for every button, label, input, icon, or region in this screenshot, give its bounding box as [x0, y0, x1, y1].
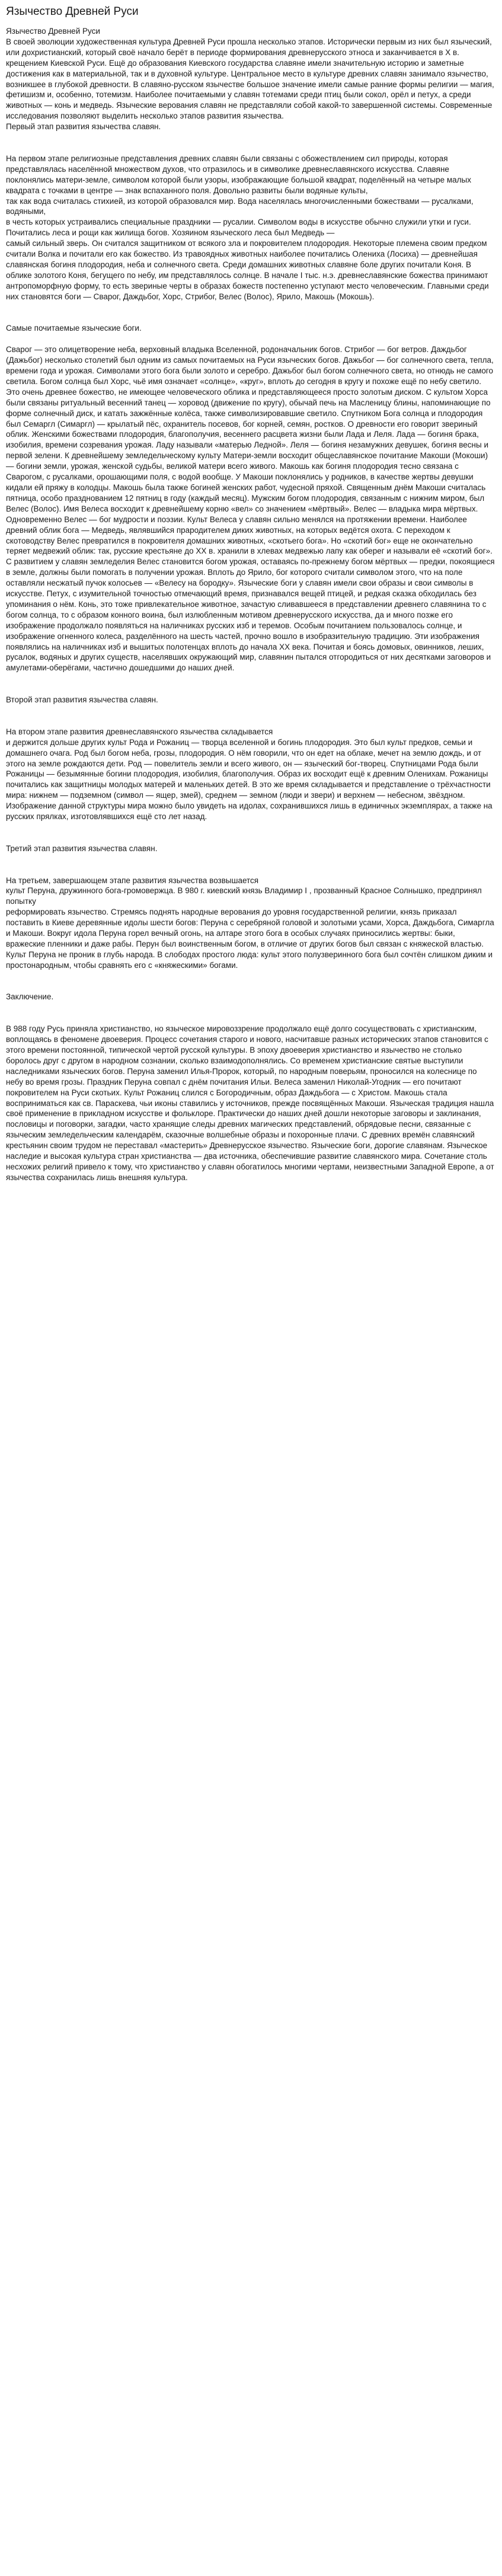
document-body: Язычество Древней Руси В своей эволюции художественная культура Древней Руси прошла несколько этапов. Исторически первым из них был языческий, или дохристианский, который своё начало берёт в периоде формирования древнерусского этноса и заканчивается в X в. крещением Киевской Руси. Ещё до образования Киевского государства славяне имели значительную историю и заметные достижения как в материальной, так и в духовной культуре. Центральное место в культуре древних славян занимало язычество, возникшее в глубокой древности. В славяно-русском язычестве большое значение имели самые ранние формы религии — магия, фетишизм и, особенно, тотемизм. Наиболее почитаемыми у славян тотемами среди птиц были сокол, орёл и петух, а среди животных — конь и медведь. Языческие верования славян не представляли собой какой-то завершенной системы. Современные исследования позволяют выделить несколько этапов развития язычества. Первый этап развития язычества славян. На первом этапе религиозные представления древних славян были связаны с обожествлением сил природы, которая представлялась населённой множеством духов, что отразилось и в символике древнеславянского искусства. Славяне поклонялись матери-земле, символом которой были узоры, изображающие большой квадрат, поделённый на четыре малых квадрата с точками в центре — знак вспаханного поля. Довольно развиты были водяные культы, так как вода считалась стихией, из которой образовался мир. Вода населялась многочисленными божествами — русалками, водяными, в честь которых устраивались специальные праздники — русалии. Символом воды в искусстве обычно служили утки и гуси. Почитались леса и рощи как жилища богов. Хозяином языческого леса был Медведь — самый сильный зверь. Он считался защитником от всякого зла и покровителем плодородия. Некоторые племена своим предком считали Волка и почитали его как божество. Из травоядных животных наиболее почитались Олениха (Лосиха) — древнейшая славянская богиня плодородия, неба и солнечного света. Среди домашних животных славяне боле других почитали Коня. В облике золотого Коня, бегущего по небу, им представлялось солнце. В начале I тыс. н.э. древнеславянские божества принимают антропоморфную форму, то есть звериные черты в образах божеств постепенно уступают место человеческим. Главными среди них становятся боги — Сварог, Даждьбог, Хорс, Стрибог, Велес (Волос), Ярило, Макошь (Мокошь). Самые почитаемые языческие боги. Сварог — это олицетворение неба, верховный владыка Вселенной, родоначальник богов. Стрибог — бог ветров. Даждьбог (Дажьбог) несколько столетий был одним из самых почитаемых на Руси языческих богов. Дажьбог — бог солнечного света, тепла, времени года и урожая. Символами этого бога были золото и серебро. Дажьбог был богом солнечного света, но отнюдь не самого светила. Богом солнца был Хорс, чьё имя означает «солнце», «круг», вплоть до сегодня в кругу и похоже ещё по небу светило. Это очень древнее божество, не имеющее человеческого облика и представляющееся просто золотым диском. С культом Хорса были связаны ритуальный весенний танец — хоровод (движение по кругу), обычай печь на Масленицу блины, напоминающие по форме солнечный диск, и катать зажжённые колёса, также символизировавшие светило. Спутником Бога солнца и плодородия был Семаргл (Симаргл) — крылатый пёс, охранитель посевов, бог корней, семян, ростков. О древности его говорит звериный облик. Женскими божествами плодородия, благополучия, весеннего расцвета жизни были Лада и Леля. Лада — богиня брака, изобилия, времени созревания урожая. Ладу называли «матерью Ледной». Леля — богиня незамужних девушек, богиня весны и первой зелени. К древнейшему земледельческому культу Матери-земли восходит общеславянское почитание Макоши (Мокоши) — богини земли, урожая, женской судьбы, великой матери всего живого. Макошь как богиня плодородия тесно связана с Сварогом, с русалками, орошающими поля, с водой вообще. У Макоши поклонялись у родников, в качестве жертвы девушки кидали ей пряжу в колодцы. Макошь была также богиней женских работ, чудесной пряхой. Священным днём Макоши считалась пятница, особо празднованием 12 пятниц в году (каждый месяц). Мужским богом плодородия, связанным с нижним миром, был Велес (Волос). Имя Велеса восходит к древнейшему корню «вел» со значением «мёртвый». Велес — владыка мира мёртвых. Одновременно Велес — бог мудрости и поэзии. Культ Велеса у славян сильно менялся на протяжении времени. Наиболее древний облик бога — Медведь, являвшийся прародителем диких животных, на которых ведётся охота. С переходом к скотоводству Велес превратился в покровителя домашних животных, «скотьего бога». Но «скотий бог» еще не окончательно теряет медвежий облик: так, русские крестьяне до XX в. хранили в хлевах медвежью лапу как оберег и называли её «скотий бог». С развитием у славян земледелия Велес становится богом урожая, оставаясь по-прежнему богом мёртвых — предки, покоящиеся в земле, должны были помогать в получении урожая. Вплоть до Ярило, бог которого считали символом этого, что на поле оставляли несжатый пучок колосьев — «Велесу на бородку». Языческие боги у славян имели свои образы и свои символы в искусстве. Петух, с изумительной точностью отмечающий время, признавался вещей птицей, и редкая сказка обходилась без упоминания о нём. Конь, это тоже привлекательное животное, зачастую сливавшееся в представлении древнего славянина то с богом солнца, то с образом конного воина, был излюбленным мотивом древнерусского искусства, да и много позже его изображение продолжало появляться на наличниках русских изб и теремов. Особым почитанием пользовалось солнце, и изображение огненного колеса, разделённого на шесть частей, прочно вошло в изобразительную традицию. Эти изображения появлялись на наличниках изб и вышитых полотенцах вплоть до начала XX века. Почитая и боясь домовых, овинников, лешиx, русалок, водяных и других существ, населявших окружающий мир, славянин пытался отгородиться от них десятками заговоров и амулетами-оберёгами, частично дошедшими до наших дней. Второй этап развития язычества славян. На втором этапе развития древнеславянского язычества складывается и держится дольше других культ Рода и Рожаниц — творца вселенной и богинь плодородия. Это был культ предков, семьи и домашнего очага. Род был богом неба, грозы, плодородия. О нём говорили, что он едет на облаке, мечет на землю дождь, и от этого на земле рождаются дети. Род — повелитель земли и всего живого, он — языческий бог-творец. Спутницами Рода были Рожаницы — безымянные богини плодородия, изобилия, благополучия. Образ их восходит ещё к древним Оленихам. Рожаницы почитались как защитницы молодых матерей и маленьких детей. В это же время складывается и представление о трёхчастности мира: нижнем — подземном (символ — ящер, змей), среднем — земном (люди и звери) и верхнем — небесном, звёздном. Изображение данной структуры мира можно было увидеть на идолах, сохранившихся лишь в единичных экземплярах, а также на русских прялках, изготовлявшихся ещё сто лет назад. Третий этап развития язычества славян. На третьем, завершающем этапе развития язычества возвышается культ Перуна, дружинного бога-громовержца. В 980 г. киевский князь Владимир I , прозванный Красное Солнышко, предпринял попытку реформировать язычество. Стремясь поднять народные верования до уровня государственной религии, князь приказал поставить в Киеве деревянные идолы шести богов: Перуна с серебряной головой и золотыми усами, Хорса, Даждьбога, Симаргла и Макоши. Вокруг идола Перуна горел вечный огонь, на алтаре этого бога в особых случаях приносились жертвы: быки, вражеские пленники и даже рабы. Перун был воинственным богом, в отличие от других богов был связан с княжеской властью. Культ Перуна не проник в глубь народа. В слободах простого люда: культ этого полузверинного бога был сочтён слишком диким и простонародным, чтобы сравнять его с «княжескими» богами. Заключение. В 988 году Русь приняла христианство, но языческое мировоззрение продолжало ещё долго сосуществовать с христианским, воплощаясь в феномене двоеверия. Процесс сочетания старого и нового, насчитавше разных исторических этапов становится с этого времени постоянной, типической чертой русской культуры. В эпоху двоеверия христианство и язычество не столько боролось друг с другом в народном сознании, сколько взаимодополнялись. Со временем христианские святые выступили наследниками языческих богов. Перуна заменил Илья-Пророк, который, по народным поверьям, проносился на колеснице по небу во время грозы. Праздник Перуна совпал с днём почитания Ильи. Велеса заменил Николай-Угодник — его почитают покровителем на Руси скотьих. Культ Рожаниц слился с Богородичным, образ Даждьбога — с Христом. Макошь стала восприниматься как св. Параскева, чьи иконы ставились у источников, прежде посвящённых Макоши. Языческая традиция нашла своё применение в прикладном искусстве и фольклоре. Практически до наших дней дошли некоторые заговоры и заклинания, пословицы и поговорки, загадки, часто хранящие следы древних магических представлений, обрядовые песни, связанные с языческим земледельческим календарём, сказочные волшебные образы и похоронные плачи. С древних времён славянский крестьянин своим трудом не переставал «мастерить» Древнерусское язычество. Языческие боги, дорогие славянам. Языческое наследие и высокая культура стран христианства — два источника, обеспечившие развитие славянского мира. Сочетание столь несхожих религий привело к тому, что христианство у славян обогатилось многими чертами, неизвестными Западной Европе, а от язычества сохранилась лишь внешняя культура. [6, 27, 495, 1182]
document-page [0, 0, 502, 1195]
page-title: Язычество Древней Руси [6, 5, 139, 18]
